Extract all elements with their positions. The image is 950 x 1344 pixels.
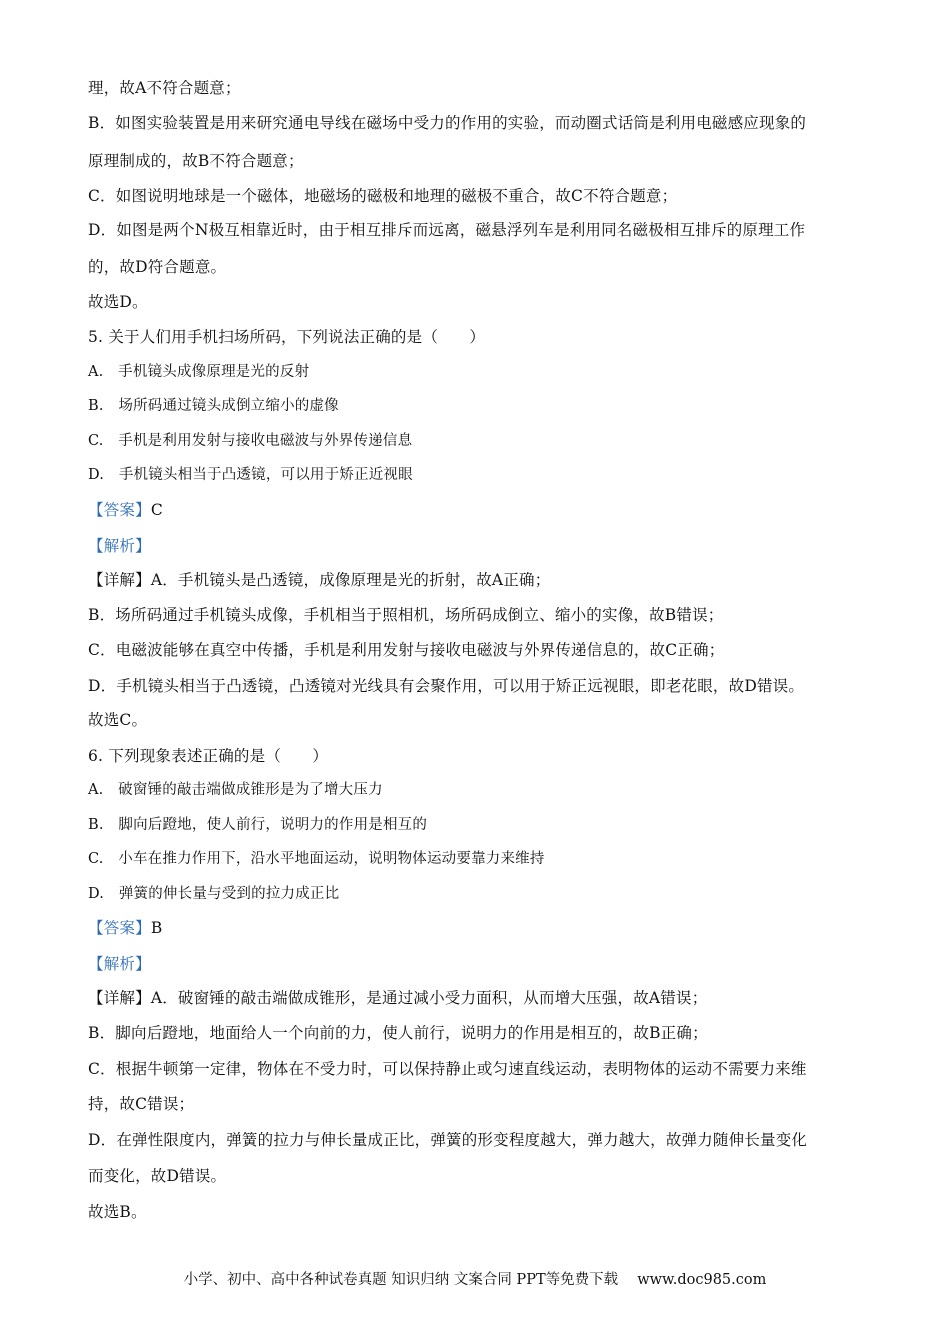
analysis-tag: 【解析】 (88, 537, 151, 555)
answer-row (88, 918, 162, 938)
text-line: 原理制成的，故B不符合题意； (88, 152, 304, 170)
answer-tag: 【答案】 (88, 919, 151, 937)
option-b: B. 脚向后蹬地，使人前行，说明力的作用是相互的 (88, 817, 428, 833)
text-line: C．如图说明地球是一个磁体，地磁场的磁极和地理的磁极不重合，故C不符合题意； (88, 187, 678, 205)
answer-tag: 【答案】 (88, 501, 151, 519)
text-line: 故选D。 (88, 293, 148, 311)
answer-value: B (150, 919, 163, 937)
analysis-row (88, 954, 151, 974)
option-d: D. 弹簧的伸长量与受到的拉力成正比 (88, 886, 340, 902)
text-line: 的，故D符合题意。 (88, 258, 227, 276)
detail-tag: 【详解】 (88, 989, 151, 1007)
page-footer: 小学、初中、高中各种试卷真题 知识归纳 文案合同 PPT等免费下载 www.doc985.com (183, 1272, 767, 1288)
option-b: B. 场所码通过镜头成倒立缩小的虚像 (88, 398, 339, 414)
text-line: C．根据牛顿第一定律，物体在不受力时，可以保持静止或匀速直线运动，表明物体的运动不需要力来维 (88, 1060, 807, 1078)
detail-row (88, 570, 550, 590)
option-c: C. 手机是利用发射与接收电磁波与外界传递信息 (88, 433, 413, 449)
analysis-tag: 【解析】 (88, 955, 151, 973)
option-a: A. 手机镜头成像原理是光的反射 (88, 364, 310, 380)
answer-row (88, 500, 163, 520)
text-line: 持，故C错误； (88, 1095, 195, 1113)
analysis-row (88, 536, 151, 556)
text-line: B．场所码通过手机镜头成像，手机相当于照相机，场所码成倒立、缩小的实像，故B错误； (88, 606, 724, 624)
text-line: 故选C。 (88, 711, 148, 729)
option-c: C. 小车在推力作用下，沿水平地面运动，说明物体运动要靠力来维持 (88, 851, 545, 867)
text-line: B．如图实验装置是用来研究通电导线在磁场中受力的作用的实验，而动圈式话筒是利用电磁感应现象的 (88, 114, 807, 132)
answer-value: C (150, 501, 163, 519)
question-6-stem: 6. 下列现象表述正确的是（ ） (88, 747, 329, 765)
text-line: D．手机镜头相当于凸透镜，凸透镜对光线具有会聚作用，可以用于矫正远视眼，即老花眼，故D错误。 (88, 677, 805, 695)
text-line: D．在弹性限度内，弹簧的拉力与伸长量成正比，弹簧的形变程度越大，弹力越大，故弹力随伸长量变化 (88, 1131, 808, 1149)
detail-text: A．手机镜头是凸透镜，成像原理是光的折射，故A正确； (150, 571, 551, 589)
detail-row (88, 988, 707, 1008)
detail-text: A．破窗锤的敲击端做成锥形，是通过减小受力面积，从而增大压强，故A错误； (150, 989, 708, 1007)
text-line: 理，故A不符合题意； (88, 79, 241, 97)
option-d: D. 手机镜头相当于凸透镜，可以用于矫正近视眼 (88, 467, 413, 483)
text-line: B．脚向后蹬地，地面给人一个向前的力，使人前行，说明力的作用是相互的，故B正确； (88, 1024, 708, 1042)
option-a: A. 破窗锤的敲击端做成锥形是为了增大压力 (88, 782, 383, 798)
detail-tag: 【详解】 (88, 571, 151, 589)
text-line: C．电磁波能够在真空中传播，手机是利用发射与接收电磁波与外界传递信息的，故C正确； (88, 641, 725, 659)
text-line: 故选B。 (88, 1203, 147, 1221)
question-5-stem: 5. 关于人们用手机扫场所码，下列说法正确的是（ ） (88, 328, 486, 346)
text-line: D．如图是两个N极互相靠近时，由于相互排斥而远离，磁悬浮列车是利用同名磁极相互排斥的原理工作 (88, 221, 806, 239)
text-line: 而变化，故D错误。 (88, 1167, 227, 1185)
